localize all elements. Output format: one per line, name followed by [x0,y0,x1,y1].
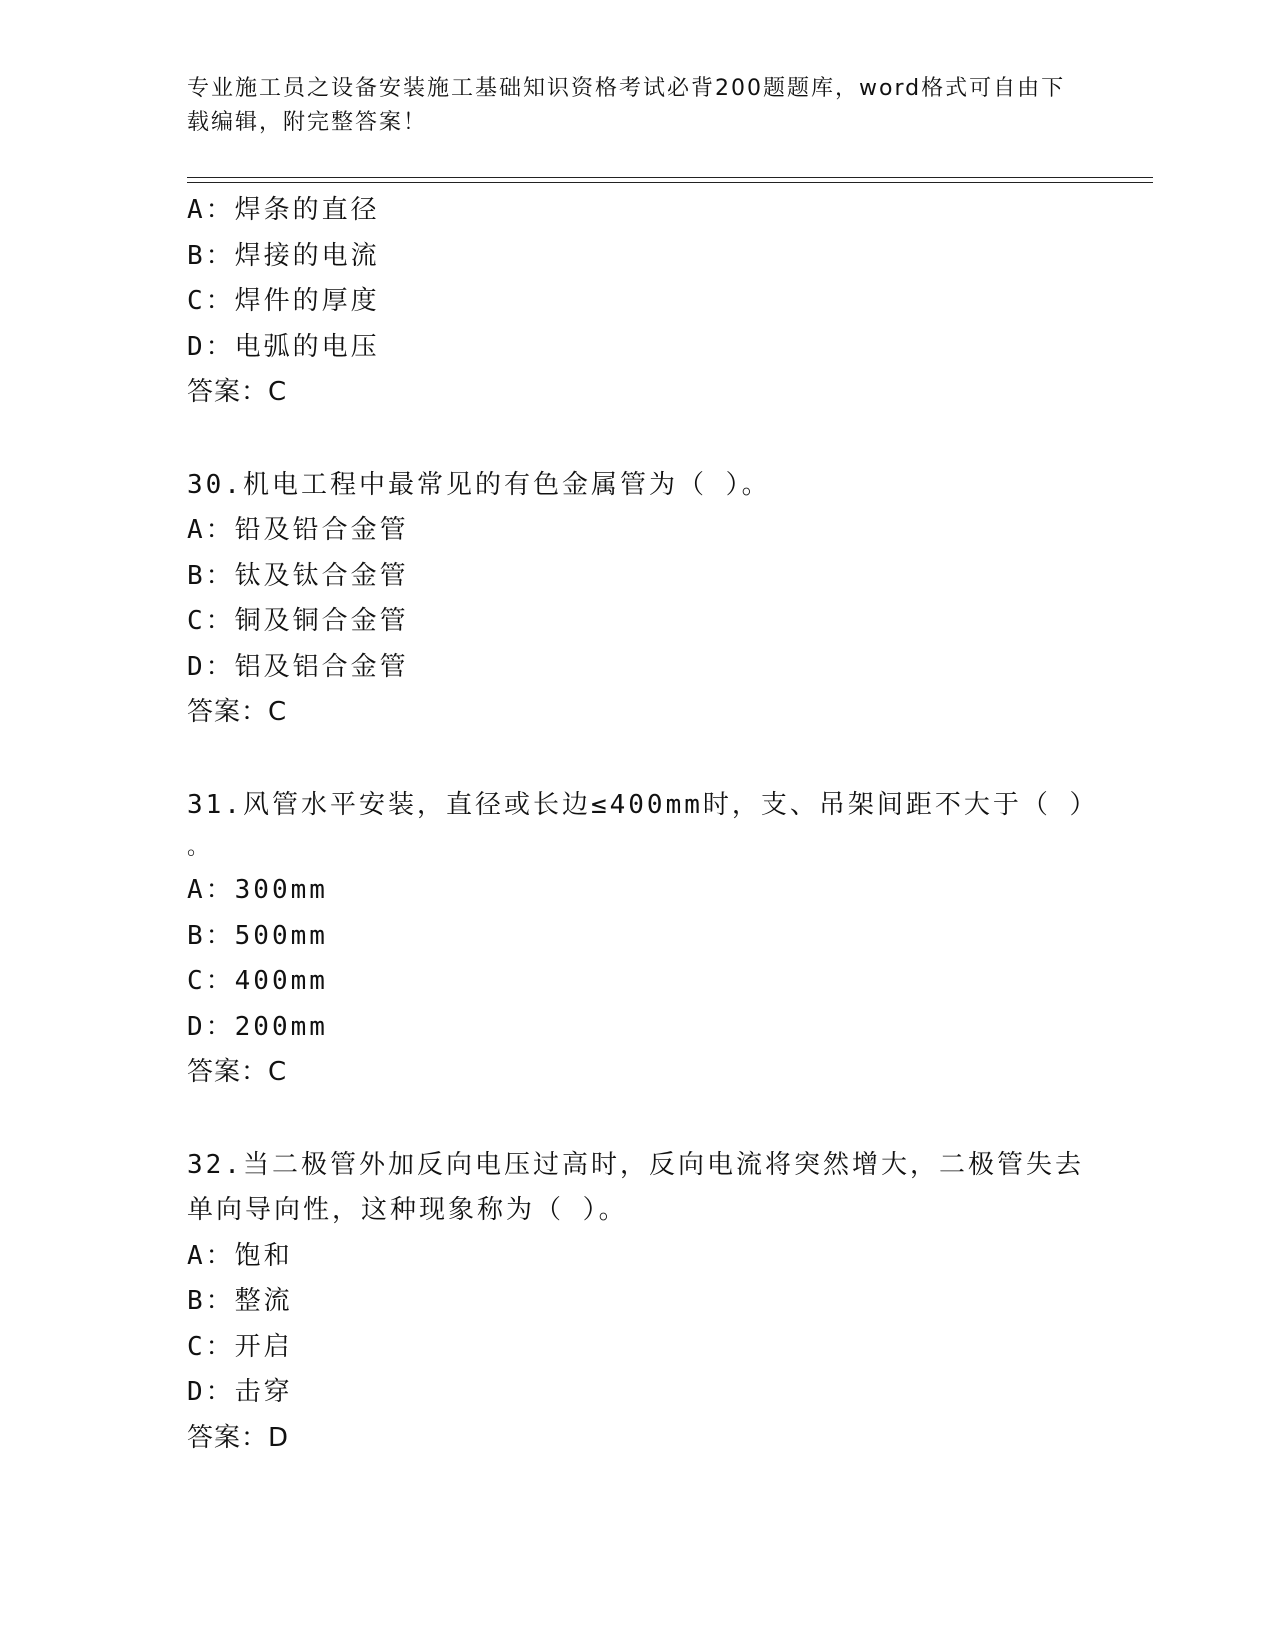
question-stem-continuation: 单向导向性，这种现象称为（ ）。 [187,1195,628,1225]
answer-line: 答案：D [187,1422,290,1453]
question-29-continuation [187,188,1087,416]
question-stem: 32.当二极管外加反向电压过高时，反向电流将突然增大，二极管失去 [187,1149,1084,1180]
answer-line: 答案：C [187,377,288,407]
question-31 [187,783,1099,1096]
option-d: D：200mm [187,1011,328,1042]
option-b: B：焊接的电流 [187,240,380,271]
option-a: A：饱和 [187,1240,293,1271]
answer-line: 答案：C [187,1057,288,1087]
question-list [187,188,1099,1461]
document-title: 专业施工员之设备安装施工基础知识资格考试必背200题题库，word格式可自由下载编辑，附完整答案！ [187,76,1066,135]
question-30 [187,463,1087,736]
option-d: D：电弧的电压 [187,331,380,362]
option-c: C：铜及铜合金管 [187,606,409,636]
option-b: B：500mm [187,920,328,951]
option-a: A：铅及铅合金管 [187,515,409,545]
option-c: C：开启 [187,1331,293,1362]
option-b: B：整流 [187,1286,293,1316]
question-stem: 31.风管水平安装，直径或长边≤400mm时，支、吊架间距不大于（ ） [187,789,1099,820]
option-a: A：300mm [187,875,328,905]
option-b: B：钛及钛合金管 [187,560,409,591]
answer-line: 答案：C [187,697,288,727]
question-stem: 30.机电工程中最常见的有色金属管为（ ）。 [187,469,771,500]
option-c: C：400mm [187,966,328,996]
header-divider-bottom [187,182,1153,183]
question-32 [187,1143,1087,1462]
option-d: D：击穿 [187,1377,293,1407]
option-d: D：铝及铝合金管 [187,651,409,682]
header-divider-top [187,177,1153,178]
option-c: C：焊件的厚度 [187,286,380,316]
question-stem-continuation: 。 [187,835,213,860]
option-a: A：焊条的直径 [187,195,380,225]
